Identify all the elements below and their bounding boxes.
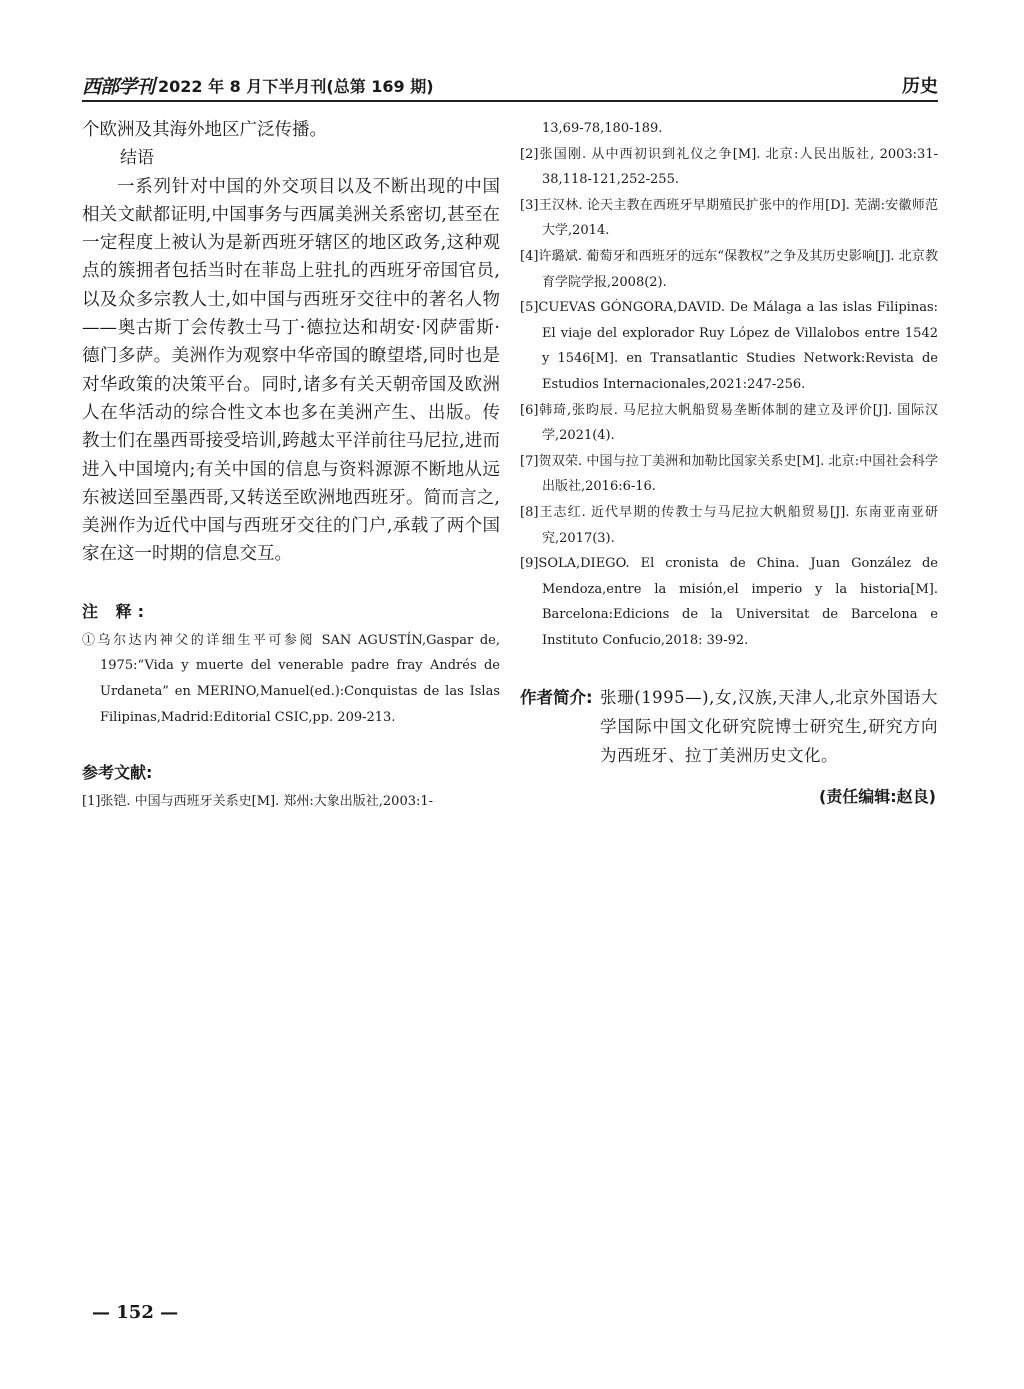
reference-item: [1]张铠. 中国与西班牙关系史[M]. 郑州:大象出版社,2003:1- xyxy=(82,794,434,810)
left-column xyxy=(82,116,500,815)
opening-line: 个欧洲及其海外地区广泛传播。 xyxy=(82,120,327,140)
reference-item: [2]张国刚. 从中西初识到礼仪之争[M]. 北京:人民出版社, 2003:31-38,118-121,252-255. xyxy=(520,146,938,188)
right-column xyxy=(520,116,938,807)
reference-item: [7]贺双荣. 中国与拉丁美洲和加勒比国家关系史[M]. 北京:中国社会科学出版社,2016:6-16. xyxy=(520,453,938,495)
references-heading: 参考文献: xyxy=(82,763,153,783)
section-label: 历史 xyxy=(902,76,938,97)
author-bio xyxy=(520,683,938,770)
page-header xyxy=(82,70,938,102)
note-item: ①乌尔达内神父的详细生平可参阅 SAN AGUSTÍN,Gaspar de, 1975:“Vida y muerte del venerable padre fray Andrés de Urdaneta” en MERINO,Manuel(ed.):Conquistas de las Islas Filipinas,Madrid:Editorial CSIC,pp. 209-213. xyxy=(82,632,500,725)
issue-label: 2022 年 8 月下半月刊(总第 169 期) xyxy=(158,77,434,96)
conclusion-heading: 结语 xyxy=(120,148,154,169)
notes-heading: 注 释: xyxy=(82,601,150,621)
reference-item: [8]王志红. 近代早期的传教士与马尼拉大帆船贸易[J]. 东南亚南亚研究,2017(3). xyxy=(520,504,938,546)
author-bio-label: 作者简介: xyxy=(520,688,593,708)
conclusion-paragraph: 一系列针对中国的外交项目以及不断出现的中国相关文献都证明,中国事务与西属美洲关系密切,甚至在一定程度上被认为是新西班牙辖区的地区政务,这种观点的簇拥者包括当时在菲岛上驻扎的西班牙帝国官员,以及众多宗教人士,如中国与西班牙交往中的著名人物——奥古斯丁会传教士马丁·德拉达和胡安·冈萨雷斯·德门多萨。美洲作为观察中华帝国的瞭望塔,同时也是对华政策的决策平台。同时,诸多有关天朝帝国及欧洲人在华活动的综合性文本也多在美洲产生、出版。传教士们在墨西哥接受培训,跨越太平洋前往马尼拉,进而进入中国境内;有关中国的信息与资料源源不断地从远东被送回至墨西哥,又转送至欧洲地西班牙。简而言之,美洲作为近代中国与西班牙交往的门户,承载了两个国家在这一时期的信息交互。 xyxy=(82,176,500,565)
reference-item: [4]许璐斌. 葡萄牙和西班牙的远东“保教权”之争及其历史影响[J]. 北京教育学院学报,2008(2). xyxy=(520,248,938,290)
journal-name: 西部学刊 xyxy=(82,76,155,98)
responsible-editor: (责任编辑:赵良) xyxy=(818,787,936,807)
reference-item: [5]CUEVAS GÓNGORA,DAVID. De Málaga a las islas Filipinas: El viaje del explorador Ruy López de Villalobos entre 1542 y 1546[M]. en Transatlantic Studies Network:Revista de Estudios Internacionales,2021:247-256. xyxy=(520,300,938,392)
reference-item: [6]韩琦,张昀辰. 马尼拉大帆船贸易垄断体制的建立及评价[J]. 国际汉学,2021(4). xyxy=(520,402,938,444)
author-bio-text: 张珊(1995—),女,汉族,天津人,北京外国语大学国际中国文化研究院博士研究生,研究方向为西班牙、拉丁美洲历史文化。 xyxy=(600,688,938,766)
page-number: — 152 — xyxy=(92,1302,179,1323)
reference-item: [3]王汉林. 论天主教在西班牙早期殖民扩张中的作用[D]. 芜湖:安徽师范大学,2014. xyxy=(520,197,938,239)
reference-continuation: 13,69-78,180-189. xyxy=(542,121,663,136)
reference-item: [9]SOLA,DIEGO. El cronista de China. Juan González de Mendoza,entre la misión,el imperio y la historia[M]. Barcelona:Edicions de la Universitat de Barcelona e Instituto Confucio,2018: 39-92. xyxy=(520,556,938,648)
